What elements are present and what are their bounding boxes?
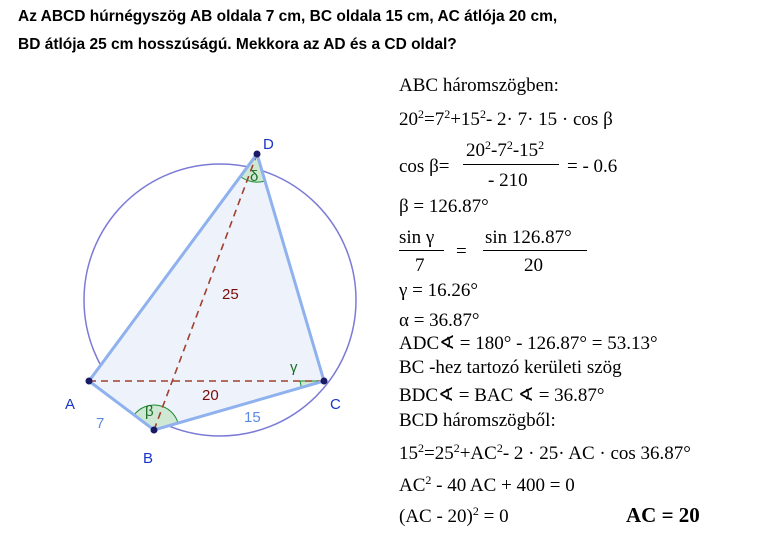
solution-line-10: BDC∢ = BAC ∢ = 36.87°: [399, 385, 605, 406]
solution-line-4: β = 126.87°: [399, 196, 489, 217]
solution-line-14: (AC - 20)$^2$ = 0: [399, 504, 509, 527]
solution-line-8: ADC∢ = 180° - 126.87° = 53.13°: [399, 333, 658, 354]
solution-line-1: ABC háromszögben:: [399, 75, 559, 96]
point-b: [151, 427, 158, 434]
problem-line-1: Az ABCD húrnégyszög AB oldala 7 cm, BC oldala 15 cm, AC átlója 20 cm,: [18, 8, 558, 25]
solution-line-2: $20^2=7^2+15^2-$ 2· 7· 15 · cos β: [399, 107, 613, 130]
label-diag-ac: 20: [202, 387, 219, 404]
solution-line-12: $15^2=25^2+AC^2-$ 2 · 25· AC · cos 36.87°: [399, 441, 691, 464]
label-diag-bd: 25: [222, 286, 239, 303]
label-angle-c: γ: [290, 359, 298, 376]
solution-line-9: BC -hez tartozó kerületi szög: [399, 357, 622, 378]
label-b: B: [143, 450, 154, 467]
point-d: [254, 151, 261, 158]
label-d: D: [263, 136, 274, 153]
label-side-ab: 7: [96, 415, 105, 432]
solution-line-11: BCD háromszögből:: [399, 410, 556, 431]
label-angle-d: δ: [250, 168, 259, 185]
point-a: [86, 378, 93, 385]
final-answer: AC = 20: [626, 503, 700, 527]
label-side-bc: 15: [244, 409, 261, 426]
label-a: A: [65, 396, 76, 413]
label-c: C: [330, 396, 341, 413]
problem-line-2: BD átlója 25 cm hosszúságú. Mekkora az AD és a CD oldal?: [18, 36, 457, 53]
label-angle-b: β: [145, 403, 154, 420]
solution-line-7: α = 36.87°: [399, 310, 480, 331]
solution-line-13: $AC^2 - 40$ AC + 400 = 0: [399, 473, 575, 496]
point-c: [321, 378, 328, 385]
solution-line-6: γ = 16.26°: [399, 280, 478, 301]
